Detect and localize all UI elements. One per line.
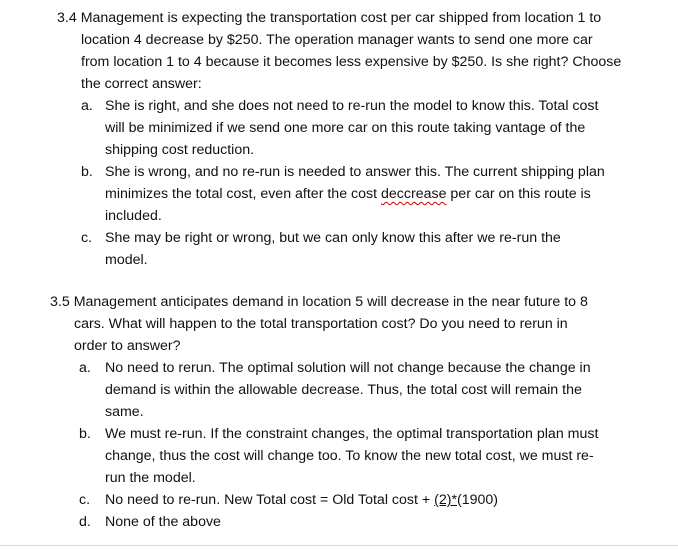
answer-option-a [50,357,655,423]
question-stem [57,7,657,95]
option-text: change, thus the cost will change too. To know the new total cost, we must re- [105,448,594,464]
option-text: She may be right or wrong, but we can only know this after we re-run the [105,230,561,246]
option-text: same. [105,404,144,420]
option-text: No need to rerun. The optimal solution will not change because the change in [105,360,591,376]
question-3-4 [57,7,657,271]
answer-option-a [57,95,657,161]
stem-text: location 4 decrease by $250. The operation manager wants to send one more car [81,32,593,48]
option-letter: c. [81,230,93,246]
option-text: model. [105,252,148,268]
option-text: run the model. [105,470,196,486]
question-number: 3.4 [57,10,77,26]
answer-option-b [50,423,655,489]
answer-option-d [50,511,655,533]
answer-option-c [57,227,657,271]
option-text: shipping cost reduction. [105,142,255,158]
option-text: She is right, and she does not need to re-run the model to know this. Total cost [105,98,599,114]
option-text: minimizes the total cost, even after the cost deccrease per car on this route is [105,186,591,202]
underlined-term: (2)* [434,492,457,508]
misspelled-word: deccrease [381,186,447,202]
option-text: We must re-run. If the constraint changes, the optimal transportation plan must [105,426,599,442]
stem-text: the correct answer: [81,76,202,92]
option-text: included. [105,208,162,224]
option-letter: a. [81,98,93,114]
option-letter: b. [81,164,93,180]
question-number: 3.5 [50,294,70,310]
option-letter: a. [79,360,91,376]
stem-text: from location 1 to 4 because it becomes less expensive by $250. Is she right? Choose [81,54,622,70]
stem-text: Management anticipates demand in location 5 will decrease in the near future to 8 [73,294,588,310]
answer-option-c [50,489,655,511]
stem-text: order to answer? [74,338,181,354]
option-text: None of the above [105,514,221,530]
option-letter: c. [79,492,91,508]
page-bottom-divider [0,545,678,546]
option-letter: b. [79,426,91,442]
question-3-5 [50,291,655,533]
question-stem [50,291,655,357]
option-text: No need to re-run. New Total cost = Old Total cost + (2)*(1900) [105,492,498,508]
option-letter: d. [79,514,91,530]
option-text: will be minimized if we send one more car on this route taking vantage of the [105,120,586,136]
answer-option-b [57,161,657,227]
stem-text: cars. What will happen to the total transportation cost? Do you need to rerun in [74,316,568,332]
stem-text: Management is expecting the transportation cost per car shipped from location 1 to [80,10,602,26]
option-text: She is wrong, and no re-run is needed to answer this. The current shipping plan [105,164,605,180]
option-text: demand is within the allowable decrease. Thus, the total cost will remain the [105,382,582,398]
